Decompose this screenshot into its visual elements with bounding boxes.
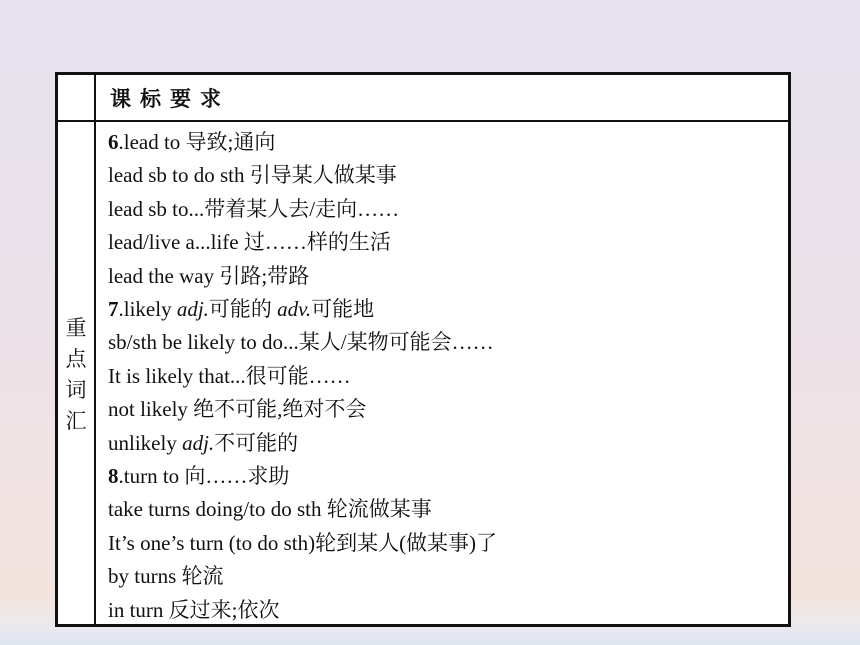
vocab-table (55, 72, 791, 627)
vocab-text: .likely (118, 297, 177, 322)
part-of-speech: adj. (176, 297, 209, 322)
vocab-text: by turns 轮流 (108, 564, 224, 589)
item-number: 7 (108, 297, 119, 322)
vocab-line (108, 226, 788, 259)
vocab-line (108, 493, 788, 526)
vocab-text: 可能的 (208, 297, 278, 322)
vocab-line (108, 193, 788, 226)
vocab-text: sb/sth be likely to do...某人/某物可能会…… (108, 330, 494, 355)
category-label: 重点词汇 (65, 315, 87, 433)
vocab-line (108, 594, 788, 627)
vocab-line (108, 159, 788, 192)
vocab-text: not likely 绝不可能,绝对不会 (108, 397, 367, 422)
vocab-line (108, 527, 788, 560)
vocab-text: in turn 反过来;依次 (108, 597, 280, 622)
part-of-speech: adj. (182, 430, 215, 455)
vocab-text: It’s one’s turn (to do sth)轮到某人(做某事)了 (108, 530, 498, 555)
vocab-text: lead sb to do sth 引导某人做某事 (108, 163, 397, 188)
vocab-text: 不可能的 (214, 430, 299, 455)
vocab-text: lead/live a...life 过……样的生活 (108, 230, 391, 255)
vocab-text: It is likely that...很可能…… (108, 363, 351, 388)
table-corner-cell (58, 75, 96, 122)
vocab-line (108, 360, 788, 393)
vocab-text: take turns doing/to do sth 轮流做某事 (108, 497, 432, 522)
vocab-text: lead sb to...带着某人去/走向…… (108, 196, 400, 221)
vocab-line (108, 427, 788, 460)
vocab-line (108, 393, 788, 426)
vocab-text: unlikely (108, 430, 183, 455)
vocab-text: 可能地 (311, 297, 375, 322)
item-number: 8 (108, 464, 119, 489)
category-cell (58, 122, 96, 627)
vocab-line (108, 126, 788, 159)
vocab-text: lead the way 引路;带路 (108, 263, 310, 288)
vocab-line (108, 293, 788, 326)
vocab-line (108, 460, 788, 493)
vocab-text: .turn to 向……求助 (118, 464, 290, 489)
vocab-line (108, 560, 788, 593)
vocab-content-cell (96, 122, 788, 627)
table-header-cell (96, 75, 788, 122)
vocab-line (108, 326, 788, 359)
table-header-title: 课标要求 (110, 86, 230, 111)
item-number: 6 (108, 130, 119, 154)
part-of-speech: adv. (277, 297, 312, 322)
vocab-text: .lead to 导致;通向 (118, 130, 276, 154)
vocab-line (108, 260, 788, 293)
